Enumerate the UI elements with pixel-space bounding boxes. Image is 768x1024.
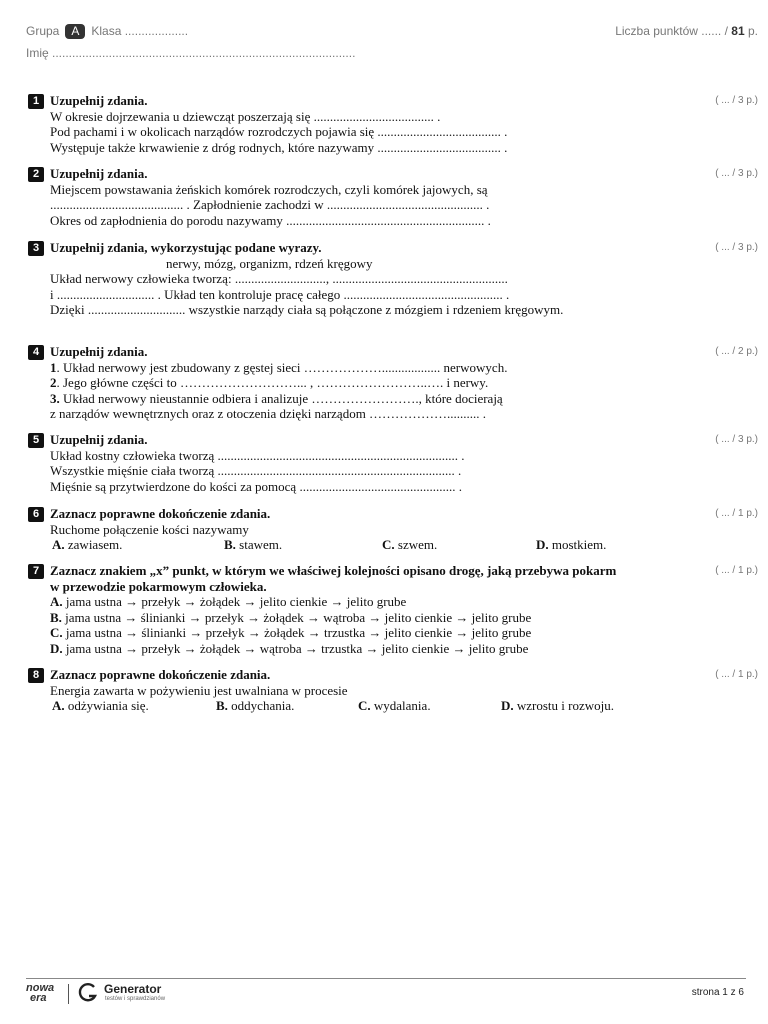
points-unit: p. — [747, 24, 758, 38]
item-number: 2 — [50, 375, 57, 390]
logo-separator — [68, 984, 69, 1004]
task-line: Miejscem powstawania żeńskich komórek rozrodczych, czyli komórek jajowych, są — [50, 181, 488, 197]
group-label: Grupa — [26, 24, 60, 38]
option-letter: D. — [501, 698, 514, 713]
option-text: szwem. — [394, 537, 438, 552]
option-d[interactable] — [501, 698, 614, 714]
option-text: zawiasem. — [64, 537, 123, 552]
option-letter: B. — [216, 698, 228, 713]
option-text: wydalania. — [370, 698, 431, 713]
task-4 — [28, 344, 760, 422]
task-points: ( ... / 1 p.) — [715, 669, 758, 680]
task-7 — [28, 563, 760, 656]
task-item — [50, 375, 690, 391]
option-letter: D. — [536, 537, 549, 552]
task-line: Wszystkie mięśnie ciała tworzą ......................................................................... . — [50, 463, 462, 478]
task-points: ( ... / 3 p.) — [715, 434, 758, 445]
page-number: strona 1 z 6 — [691, 987, 744, 998]
name-field: Imię ........................................................................................... — [26, 46, 356, 60]
task-line: Energia zawarta w pożywieniu jest uwalniana w procesie — [50, 682, 348, 698]
task-8 — [28, 667, 760, 714]
task-line: ......................................... . Zapłodnienie zachodzi w ................................................ . — [50, 197, 490, 212]
task-number: 3 — [28, 241, 44, 256]
item-number: 1 — [50, 359, 57, 375]
header-group-class — [26, 24, 188, 39]
task-title: Zaznacz znakiem „x” punkt, w którym we właściwej kolejności opisano drogę, jaką przebywa pokarm — [50, 563, 617, 578]
task-number: 8 — [28, 668, 44, 683]
task-title: Zaznacz poprawne dokończenie zdania. — [50, 667, 271, 682]
option-letter: B. — [224, 537, 236, 552]
task-number: 5 — [28, 433, 44, 448]
option-letter: C. — [382, 537, 395, 552]
option-letter: C. — [50, 625, 63, 640]
task-2 — [28, 166, 760, 228]
generator-subtitle: testów i sprawdzianów — [105, 996, 166, 1002]
class-label: Klasa ................... — [91, 24, 189, 38]
option-c[interactable] — [382, 537, 437, 553]
task-title: Zaznacz poprawne dokończenie zdania. — [50, 506, 271, 521]
task-points: ( ... / 2 p.) — [715, 346, 758, 357]
option-d[interactable] — [50, 641, 690, 657]
task-points: ( ... / 3 p.) — [715, 95, 758, 106]
task-title: Uzupełnij zdania. — [50, 432, 148, 447]
task-1 — [28, 93, 760, 155]
task-3 — [28, 240, 760, 318]
task-item — [50, 360, 690, 376]
task-line: Mięśnie są przytwierdzone do kości za pomocą ................................................ . — [50, 478, 462, 494]
option-letter: A. — [52, 698, 65, 713]
task-line: Występuje także krwawienie z dróg rodnych, które nazywamy ...................................... . — [50, 139, 508, 155]
task-line: W okresie dojrzewania u dziewcząt poszerzają się ..................................... . — [50, 108, 441, 124]
task-number: 2 — [28, 167, 44, 182]
task-title-cont: w przewodzie pokarmowym człowieka. — [50, 578, 267, 594]
task-line: i .............................. . Układ ten kontroluje pracę całego ................................................. . — [50, 286, 510, 302]
group-badge: A — [65, 24, 85, 39]
task-number: 4 — [28, 345, 44, 360]
option-c[interactable] — [358, 698, 431, 714]
option-letter: C. — [358, 698, 371, 713]
task-line: Układ nerwowy człowieka tworzą: ............................, ...................................................... — [50, 271, 508, 286]
option-text: stawem. — [235, 537, 283, 552]
task-number: 1 — [28, 94, 44, 109]
option-letter: A. — [50, 594, 63, 609]
task-title: Uzupełnij zdania. — [50, 166, 148, 181]
header-points — [615, 24, 758, 38]
task-line: Dzięki .............................. wszystkie narządy ciała są połączone z mózgiem i rdzeniem kręgowym. — [50, 302, 564, 317]
task-item — [50, 391, 690, 407]
task-title: Uzupełnij zdania. — [50, 93, 148, 108]
option-text: jama ustna → przełyk → żołądek → wątroba → trzustka → jelito cienkie → jelito grube — [62, 640, 529, 656]
item-text: . Jego główne części to ………………………... , ……………………..…. i nerwy. — [56, 375, 489, 390]
option-letter: B. — [50, 609, 62, 625]
option-text: wzrostu i rozwoju. — [513, 698, 615, 713]
task-line: z narządów wewnętrznych oraz z otoczenia dzięki narządom ……………….......... . — [50, 406, 487, 421]
task-5 — [28, 432, 760, 494]
task-points: ( ... / 1 p.) — [715, 508, 758, 519]
option-a[interactable] — [52, 537, 122, 553]
task-6 — [28, 506, 760, 553]
word-bank: nerwy, mózg, organizm, rdzeń kręgowy — [166, 255, 373, 271]
option-b[interactable] — [216, 698, 294, 714]
option-text: jama ustna → ślinianki → przełyk → żołądek → wątroba → jelito cienkie → jelito grube — [61, 609, 532, 625]
option-text: jama ustna → ślinianki → przełyk → żołądek → trzustka → jelito cienkie → jelito grube — [62, 625, 532, 640]
generator-title: Generator — [104, 982, 162, 996]
task-line: Pod pachami i w okolicach narządów rozrodczych pojawia się ...................................... . — [50, 124, 508, 139]
option-text: odżywiania się. — [64, 698, 149, 713]
option-a[interactable] — [50, 594, 690, 610]
points-max: 81 — [731, 24, 745, 38]
brand-top: nowa — [26, 982, 55, 994]
option-text: oddychania. — [227, 698, 295, 713]
task-points: ( ... / 3 p.) — [715, 242, 758, 253]
item-text: . Układ nerwowy jest zbudowany z gęstej sieci ……………….................. nerwowych. — [56, 359, 508, 375]
option-text: jama ustna → przełyk → żołądek → jelito cienkie → jelito grube — [62, 594, 407, 609]
task-points: ( ... / 3 p.) — [715, 168, 758, 179]
option-letter: A. — [52, 537, 65, 552]
task-line: Ruchome połączenie kości nazywamy — [50, 521, 249, 537]
answer-options — [50, 537, 690, 553]
task-title: Uzupełnij zdania, wykorzystując podane wyrazy. — [50, 240, 322, 255]
task-number: 7 — [28, 564, 44, 579]
answer-options — [50, 698, 690, 714]
task-number: 6 — [28, 507, 44, 522]
task-line: Okres od zapłodnienia do porodu nazywamy ............................................................. . — [50, 212, 491, 228]
option-b[interactable] — [224, 537, 282, 553]
nowa-era-logo — [26, 983, 54, 1003]
task-line: Układ kostny człowieka tworzą .......................................................................... . — [50, 447, 465, 463]
option-letter: D. — [50, 640, 63, 656]
option-text: mostkiem. — [548, 537, 607, 552]
option-a[interactable] — [52, 698, 149, 714]
item-text: Układ nerwowy nieustannie odbiera i analizuje ……………………., które docierają — [59, 390, 503, 406]
generator-g-icon — [78, 982, 98, 1004]
option-c[interactable] — [50, 625, 690, 641]
item-number: 3. — [50, 390, 60, 406]
task-points: ( ... / 1 p.) — [715, 565, 758, 576]
points-label: Liczba punktów ...... / — [615, 24, 728, 38]
option-d[interactable] — [536, 537, 606, 553]
footer-divider — [26, 978, 746, 979]
brand-bottom: era — [30, 992, 47, 1004]
option-b[interactable] — [50, 610, 690, 626]
task-title: Uzupełnij zdania. — [50, 344, 148, 359]
